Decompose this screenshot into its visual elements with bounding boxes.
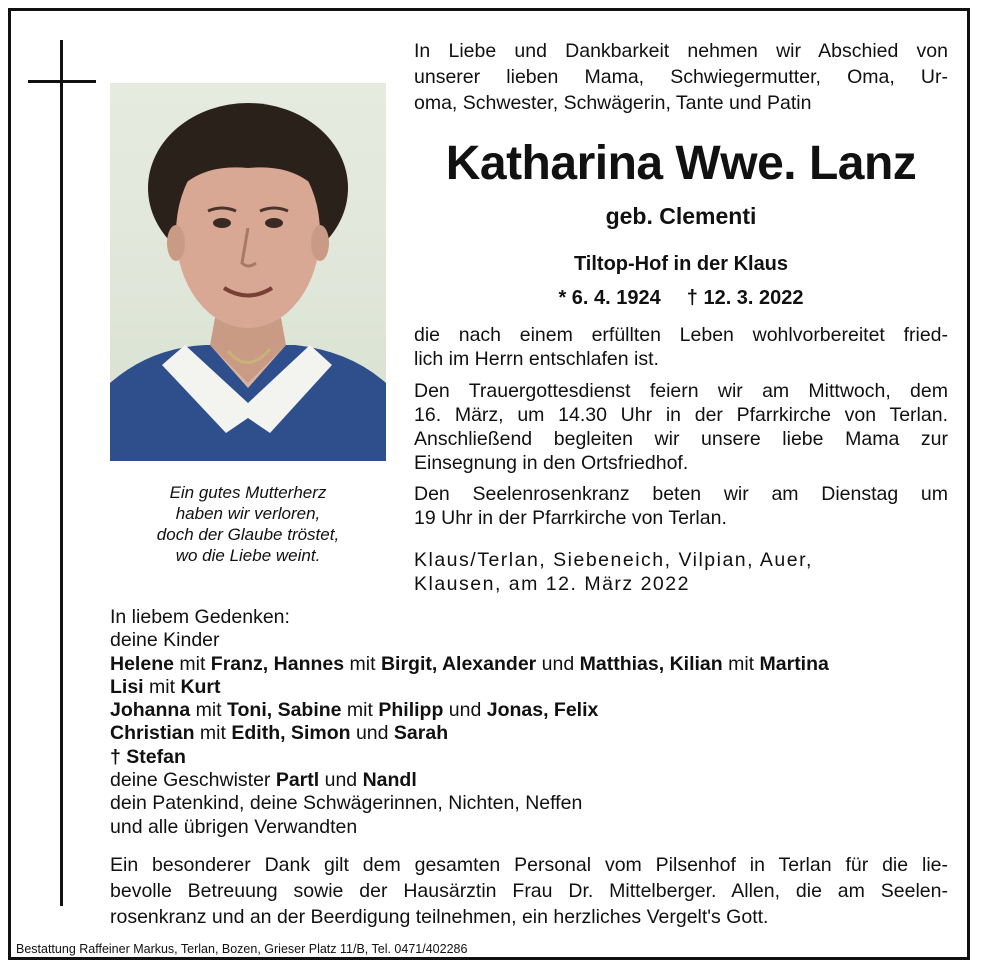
children-label: deine Kinder <box>110 629 220 652</box>
death-date: † 12. 3. 2022 <box>686 287 804 309</box>
mourners-list <box>110 606 960 839</box>
intro-text <box>414 38 948 116</box>
siblings-row: deine Geschwister Partl und Nandl <box>110 769 417 792</box>
paragraph-line: lich im Herrn entschlafen ist. <box>414 348 659 370</box>
family-row: Lisi mit Kurt <box>110 675 221 698</box>
paragraph-line: Den Trauergottesdienst feiern wir am Mittwoch, dem <box>414 380 948 402</box>
birth-date: * 6. 4. 1924 <box>558 287 661 309</box>
caption-line: haben wir verloren, <box>175 504 321 523</box>
farm-name: Tiltop-Hof in der Klaus <box>573 253 789 275</box>
intro-line: unserer lieben Mama, Schwiegermutter, Oma, Ur- <box>414 66 948 88</box>
mourners-heading: In liebem Gedenken: <box>110 606 290 628</box>
life-dates <box>414 284 948 312</box>
thanks-line: Ein besonderer Dank gilt dem gesamten Personal vom Pilsenhof in Terlan für die lie- <box>110 854 948 876</box>
deceased-name: Katharina Wwe. Lanz <box>445 137 917 190</box>
paragraph-service <box>414 379 948 475</box>
paragraph-rosary <box>414 482 948 530</box>
family-row: Johanna mit Toni, Sabine mit Philipp und Jonas, Felix <box>110 699 599 722</box>
places-line: Klaus/Terlan, Siebeneich, Vilpian, Auer, <box>414 549 813 571</box>
paragraph-line: Anschließend begleiten wir unsere liebe Mama zur <box>414 428 948 450</box>
funeral-home-footer: Bestattung Raffeiner Markus, Terlan, Bozen, Grieser Platz 11/B, Tel. 0471/402286 <box>16 942 468 956</box>
places-date <box>414 548 948 596</box>
family-row: Helene mit Franz, Hannes mit Birgit, Alexander und Matthias, Kilian mit Martina <box>110 652 829 675</box>
thanks-line: rosenkranz und an der Beerdigung teilnehmen, ein herzliches Vergelt's Gott. <box>110 906 769 928</box>
caption-line: wo die Liebe weint. <box>175 546 321 565</box>
intro-line: oma, Schwester, Schwägerin, Tante und Patin <box>414 92 812 114</box>
family-row: Christian mit Edith, Simon und Sarah <box>110 722 449 745</box>
thanks-line: bevolle Betreuung sowie der Hausärztin Frau Dr. Mittelberger. Allen, die am Seelen- <box>110 880 948 902</box>
paragraph-line: 19 Uhr in der Pfarrkirche von Terlan. <box>414 507 727 529</box>
family-row: † Stefan <box>110 745 186 768</box>
places-line: Klausen, am 12. März 2022 <box>414 573 690 595</box>
intro-line: In Liebe und Dankbarkeit nehmen wir Abschied von <box>414 40 948 62</box>
paragraph-line: Den Seelenrosenkranz beten wir am Dienstag um <box>414 483 948 505</box>
caption-line: doch der Glaube tröstet, <box>156 525 340 544</box>
godchild-row: dein Patenkind, deine Schwägerinnen, Nichten, Neffen <box>110 792 583 815</box>
paragraph-line: Einsegnung in den Ortsfriedhof. <box>414 452 689 474</box>
portrait-photo <box>110 83 386 461</box>
paragraph-line: 16. März, um 14.30 Uhr in der Pfarrkirche von Terlan. <box>414 404 948 426</box>
paragraph-line: die nach einem erfüllten Leben wohlvorbereitet fried- <box>414 324 948 346</box>
relatives-row: und alle übrigen Verwandten <box>110 815 358 838</box>
paragraph-passing <box>414 323 948 371</box>
caption-line: Ein gutes Mutterherz <box>169 483 327 502</box>
caption-quote <box>110 482 386 566</box>
thanks-paragraph <box>110 852 948 930</box>
maiden-name: geb. Clementi <box>605 203 757 229</box>
